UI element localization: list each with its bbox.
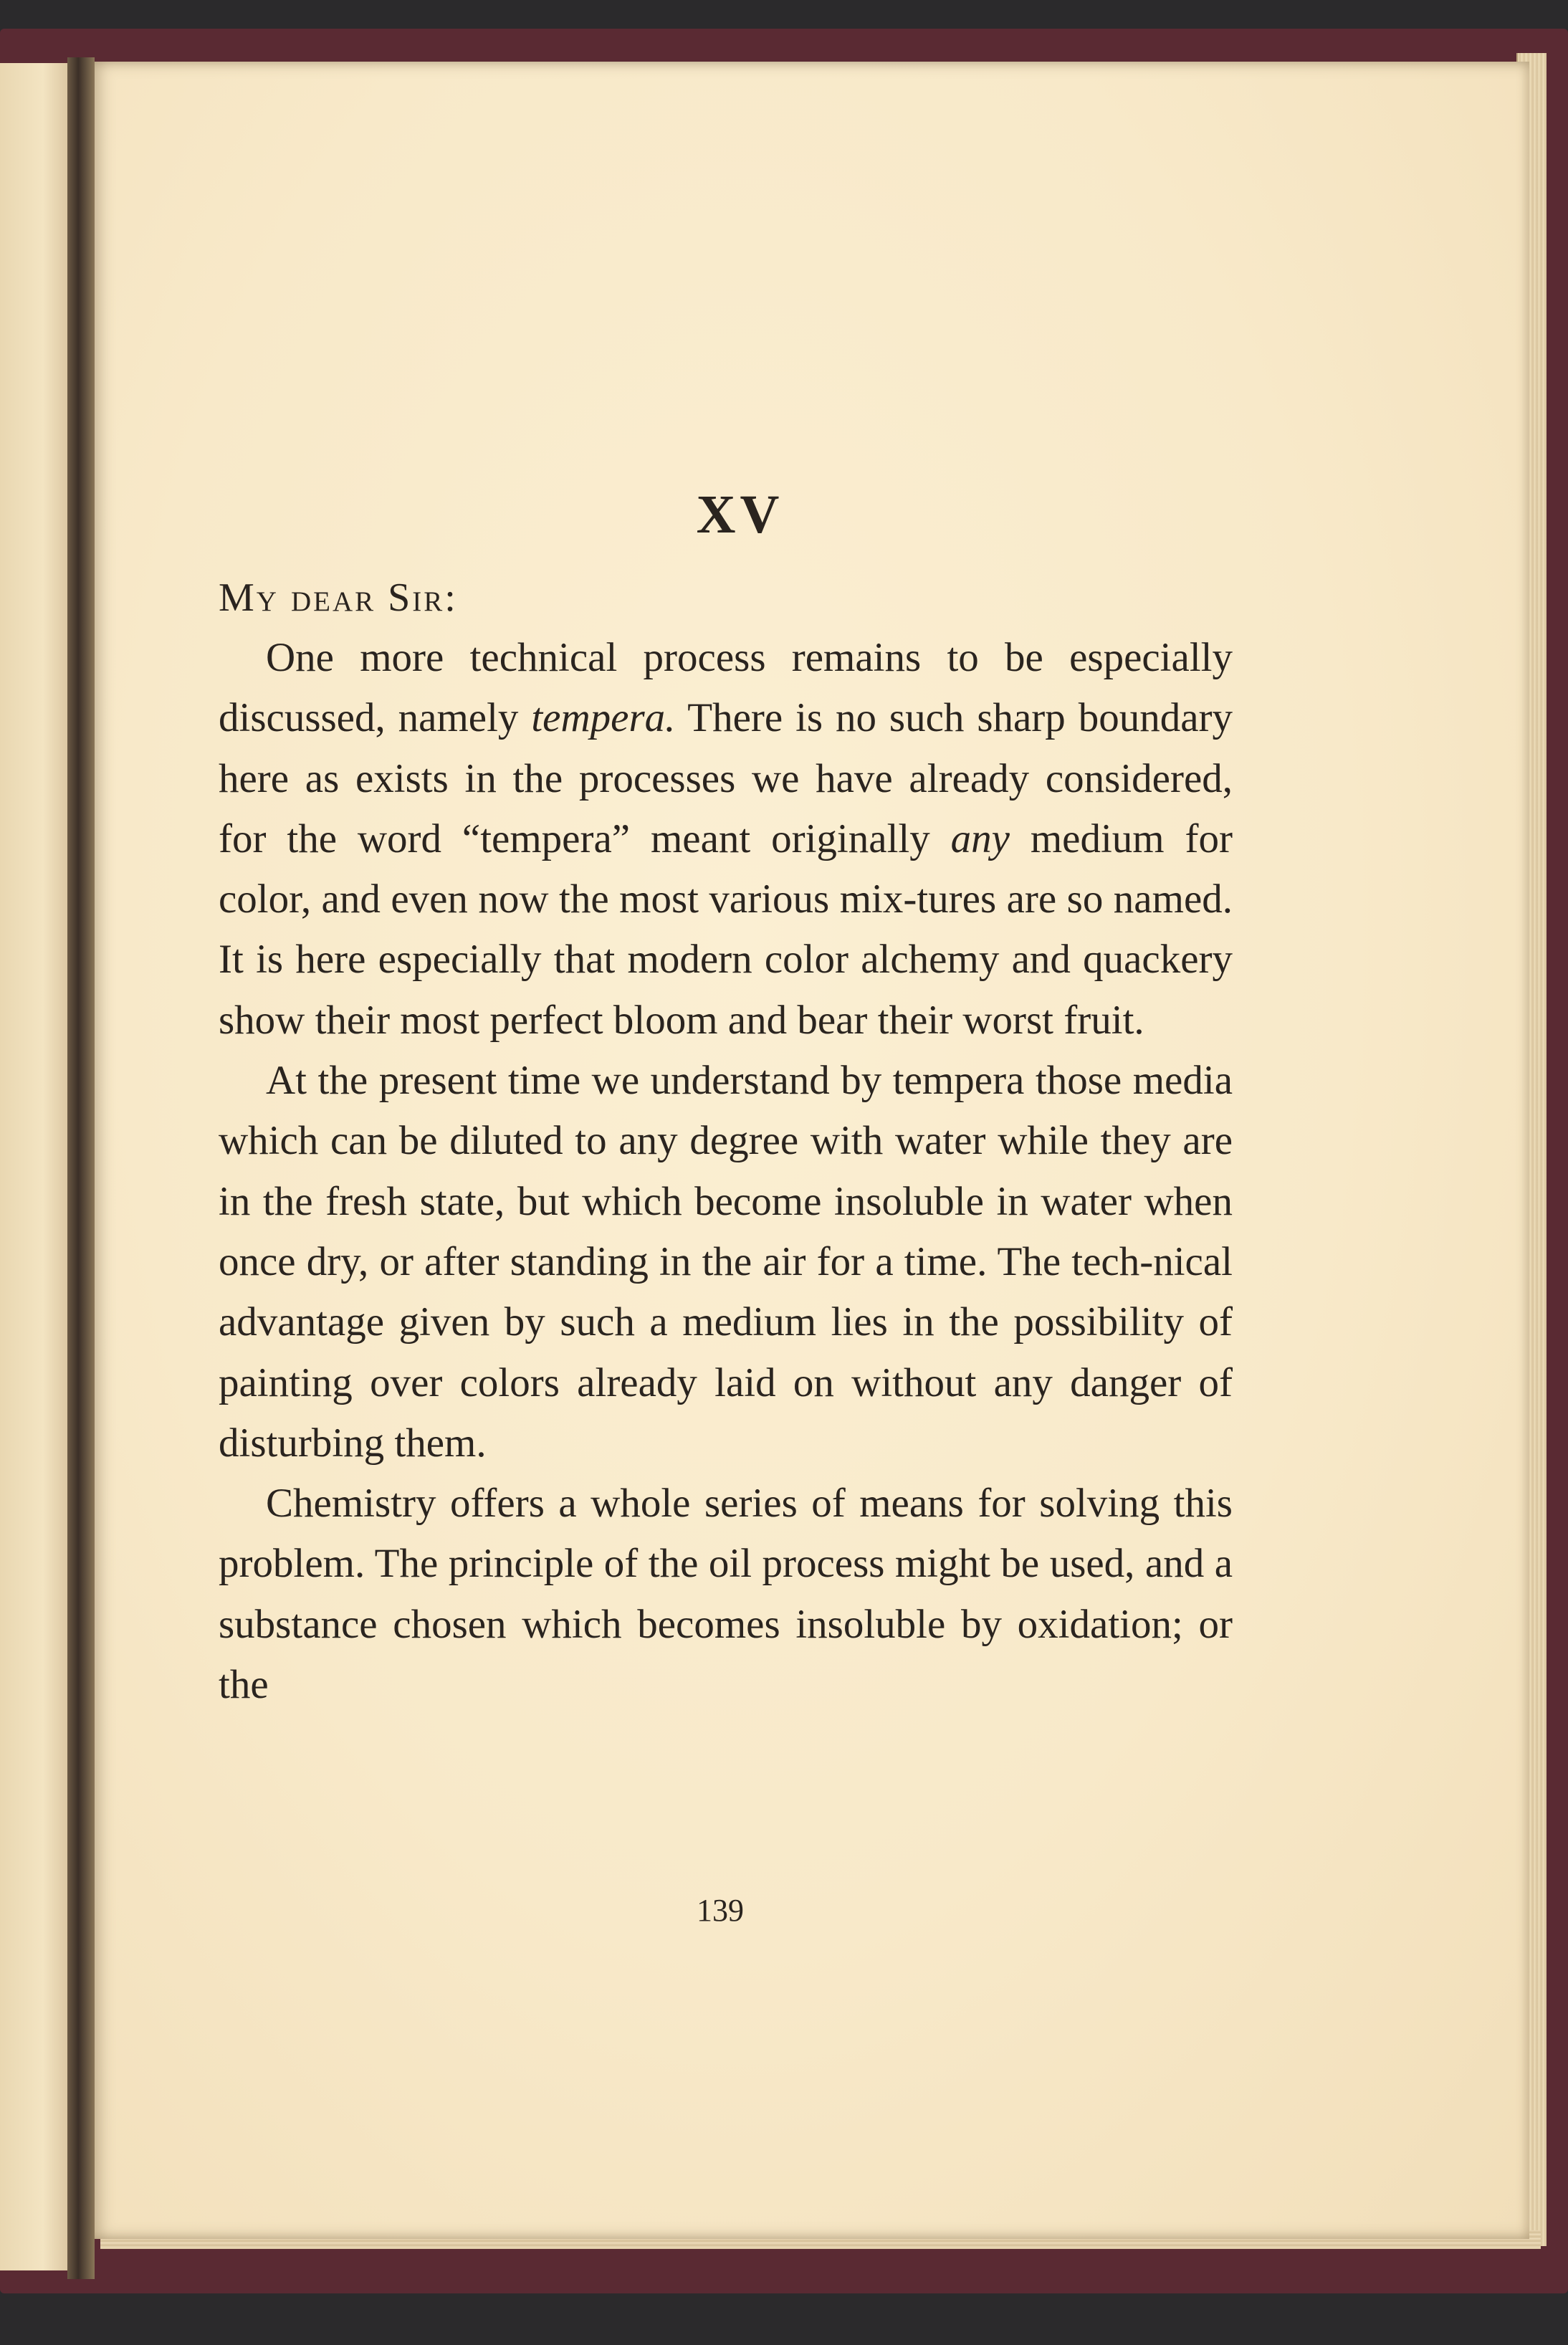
paragraph-3: Chemistry offers a whole series of means for solving this problem. The principle of the oil process might be used, and a substance chosen which becomes insoluble by oxidation; or the [219, 1481, 1233, 1708]
text-block [219, 484, 1233, 1715]
chapter-heading: XV [696, 484, 784, 545]
verso-page-edge [0, 63, 72, 2270]
paragraph-1-start: One more technical process remains to be especially discussed, namely [219, 635, 1233, 741]
emphasis-tempera: tempera. [531, 695, 676, 741]
page-number: 139 [697, 1893, 744, 1928]
salutation: My dear Sir: [219, 575, 458, 620]
paragraph-1-middle: There is no such sharp boundary here as exists in the processes we have already considered, for the word “tempera” meant originally [219, 695, 1233, 861]
emphasis-any: any [950, 816, 1010, 861]
gutter [67, 57, 95, 2279]
paragraph-2: At the present time we understand by tempera those media which can be diluted to any degree with water while they are in the fresh state, but which become insoluble in water when once dry, or after standing in the air for a time. The tech-nical advantage given by such a medium lies in the possibility of painting over colors already laid on without any danger of disturbing them. [219, 1058, 1233, 1466]
paragraph-1-end: medium for color, and even now the most various mix-tures are so named. It is here especially that modern color alchemy and quackery show their most perfect bloom and bear their worst fruit. [219, 816, 1233, 1043]
paragraph-1 [219, 628, 1233, 1051]
